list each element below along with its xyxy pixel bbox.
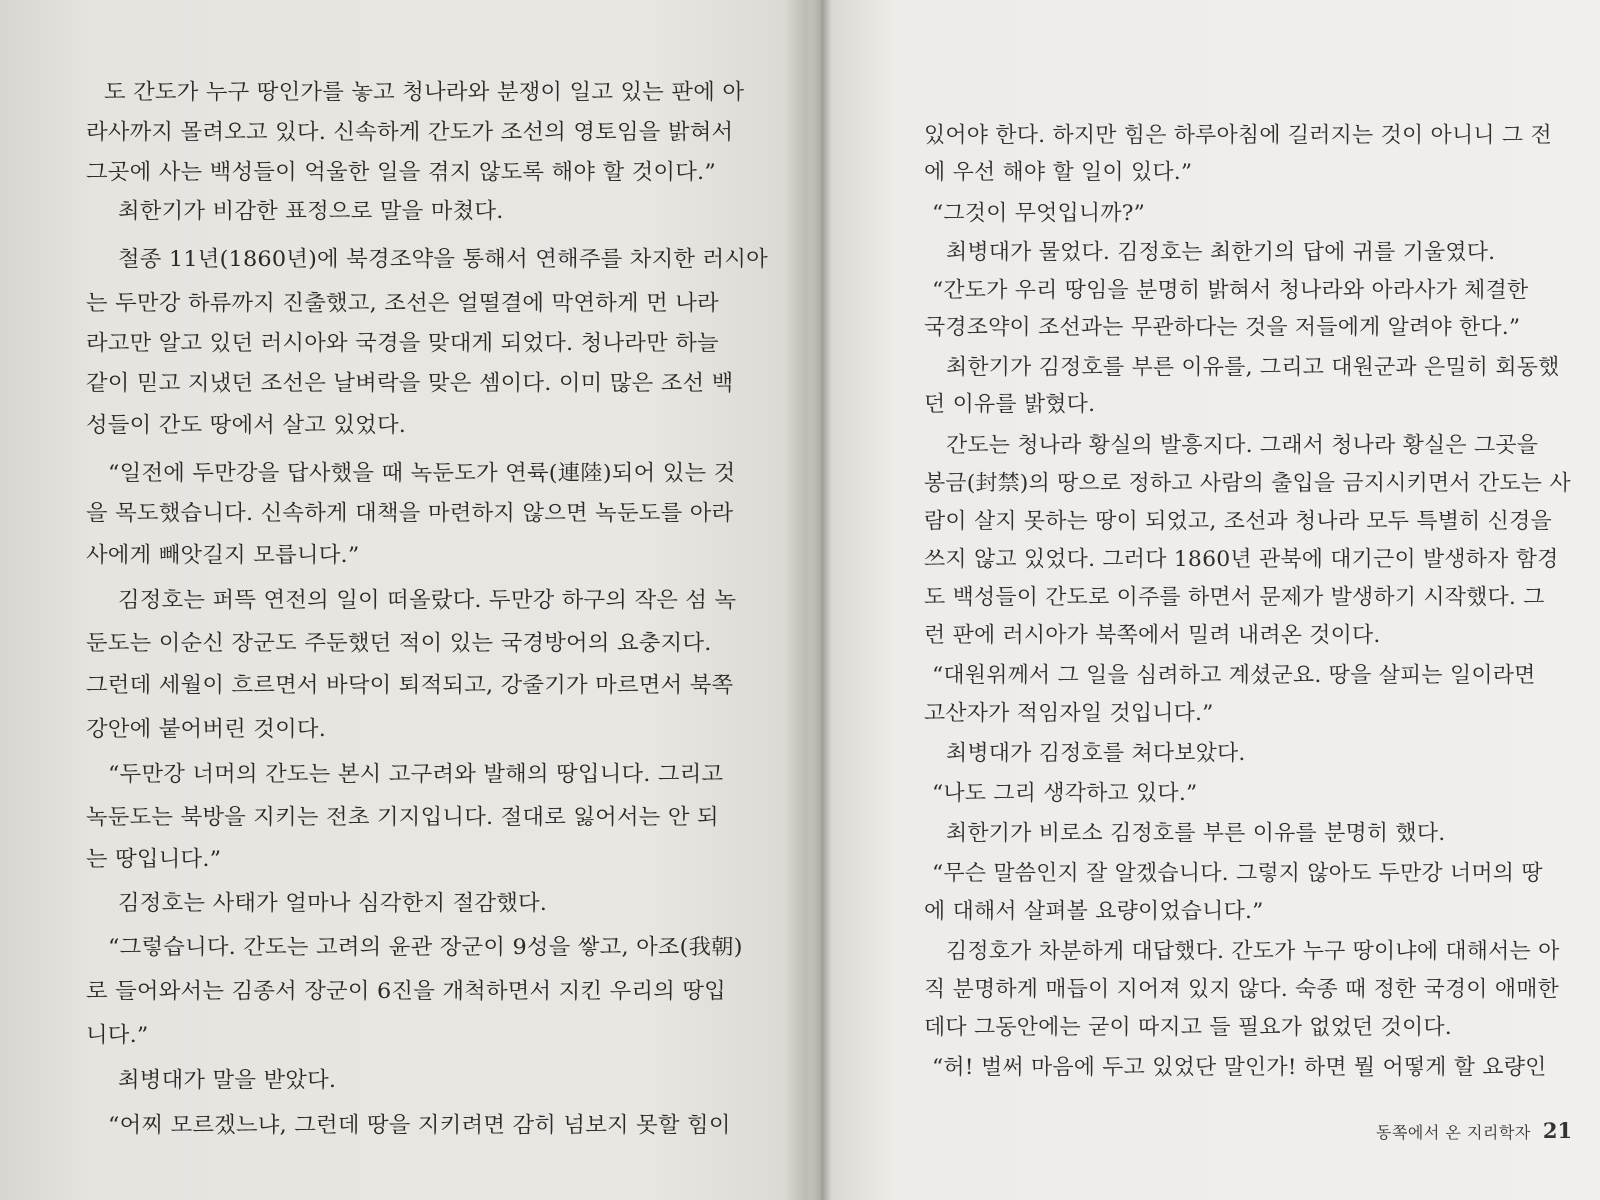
right-page <box>826 0 1600 1200</box>
left-line-13: 김정호는 퍼뜩 연전의 일이 떠올랐다. 두만강 하구의 작은 섬 녹 <box>118 588 737 613</box>
left-line-11: 을 목도했습니다. 신속하게 대책을 마련하지 않으면 녹둔도를 아라 <box>86 501 734 526</box>
left-line-22: 로 들어와서는 김종서 장군이 6진을 개척하면서 지킨 우리의 땅입 <box>86 979 726 1004</box>
right-line-16: 고산자가 적임자일 것입니다.” <box>924 701 1214 726</box>
left-line-10: “일전에 두만강을 답사했을 때 녹둔도가 연륙(連陸)되어 있는 것 <box>108 461 736 486</box>
right-line-22: 김정호가 차분하게 대답했다. 간도가 누구 땅이냐에 대해서는 아 <box>946 939 1560 964</box>
right-line-13: 도 백성들이 간도로 이주를 하면서 문제가 발생하기 시작했다. 그 <box>924 585 1545 610</box>
right-line-1: 있어야 한다. 하지만 힘은 하루아침에 길러지는 것이 아니니 그 전 <box>924 123 1552 148</box>
left-line-23: 니다.” <box>86 1023 149 1048</box>
left-line-2: 라사까지 몰려오고 있다. 신속하게 간도가 조선의 영토임을 밝혀서 <box>86 120 734 145</box>
left-line-1: 도 간도가 누구 땅인가를 놓고 청나라와 분쟁이 일고 있는 판에 아 <box>104 80 745 105</box>
right-line-12: 쓰지 않고 있었다. 그러다 1860년 관북에 대기근이 발생하자 함경 <box>924 547 1559 572</box>
right-line-15: “대원위께서 그 일을 심려하고 계셨군요. 땅을 살피는 일이라면 <box>932 663 1536 688</box>
right-line-3: “그것이 무엇입니까?” <box>932 201 1146 226</box>
left-line-24: 최병대가 말을 받았다. <box>118 1068 337 1093</box>
right-line-8: 던 이유를 밝혔다. <box>924 392 1096 417</box>
left-line-17: “두만강 너머의 간도는 본시 고구려와 발해의 땅입니다. 그리고 <box>108 762 724 787</box>
right-line-10: 봉금(封禁)의 땅으로 정하고 사람의 출입을 금지시키면서 간도는 사 <box>924 471 1571 496</box>
right-line-24: 데다 그동안에는 굳이 따지고 들 필요가 없었던 것이다. <box>924 1015 1452 1040</box>
left-line-18: 녹둔도는 북방을 지키는 전초 기지입니다. 절대로 잃어서는 안 되 <box>86 805 719 830</box>
right-line-4: 최병대가 물었다. 김정호는 최한기의 답에 귀를 기울였다. <box>946 240 1496 265</box>
left-line-6: 는 두만강 하류까지 진출했고, 조선은 얼떨결에 막연하게 먼 나라 <box>86 291 719 316</box>
left-line-3: 그곳에 사는 백성들이 억울한 일을 겪지 않도록 해야 할 것이다.” <box>86 160 716 185</box>
left-line-20: 김정호는 사태가 얼마나 심각한지 절감했다. <box>118 891 548 916</box>
right-line-17: 최병대가 김정호를 쳐다보았다. <box>946 741 1246 766</box>
right-line-18: “나도 그리 생각하고 있다.” <box>932 781 1198 806</box>
left-line-8: 같이 믿고 지냈던 조선은 날벼락을 맞은 셈이다. 이미 많은 조선 백 <box>86 371 734 396</box>
left-line-4: 최한기가 비감한 표정으로 말을 마쳤다. <box>118 199 504 224</box>
right-line-14: 런 판에 러시아가 북쪽에서 밀려 내려온 것이다. <box>924 623 1381 648</box>
left-line-14: 둔도는 이순신 장군도 주둔했던 적이 있는 국경방어의 요충지다. <box>86 631 712 656</box>
right-line-5: “간도가 우리 땅임을 분명히 밝혀서 청나라와 아라사가 체결한 <box>932 278 1529 303</box>
left-line-19: 는 땅입니다.” <box>86 847 222 872</box>
right-line-20: “무슨 말씀인지 잘 알겠습니다. 그렇지 않아도 두만강 너머의 땅 <box>932 861 1543 886</box>
right-line-23: 직 분명하게 매듭이 지어져 있지 않다. 숙종 때 정한 국경이 애매한 <box>924 977 1560 1002</box>
right-line-19: 최한기가 비로소 김정호를 부른 이유를 분명히 했다. <box>946 821 1446 846</box>
right-line-9: 간도는 청나라 황실의 발흥지다. 그래서 청나라 황실은 그곳을 <box>946 433 1539 458</box>
left-line-12: 사에게 빼앗길지 모릅니다.” <box>86 543 360 568</box>
page-number: 21 <box>1542 1118 1573 1143</box>
right-line-21: 에 대해서 살펴볼 요량이었습니다.” <box>924 899 1264 924</box>
left-line-15: 그런데 세월이 흐르면서 바닥이 퇴적되고, 강줄기가 마르면서 북쪽 <box>86 673 734 698</box>
right-line-11: 람이 살지 못하는 땅이 되었고, 조선과 청나라 모두 특별히 신경을 <box>924 509 1552 534</box>
running-title: 동쪽에서 온 지리학자 <box>1376 1123 1531 1142</box>
right-line-25: “허! 벌써 마음에 두고 있었단 말인가! 하면 뭘 어떻게 할 요량인 <box>932 1055 1547 1080</box>
right-line-6: 국경조약이 조선과는 무관하다는 것을 저들에게 알려야 한다.” <box>924 315 1521 340</box>
left-line-5: 철종 11년(1860년)에 북경조약을 통해서 연해주를 차지한 러시아 <box>118 247 768 272</box>
left-line-9: 성들이 간도 땅에서 살고 있었다. <box>86 413 407 438</box>
left-line-21: “그렇습니다. 간도는 고려의 윤관 장군이 9성을 쌓고, 아조(我朝) <box>108 935 743 960</box>
left-line-16: 강안에 붙어버린 것이다. <box>86 717 327 742</box>
right-line-7: 최한기가 김정호를 부른 이유를, 그리고 대원군과 은밀히 회동했 <box>946 355 1560 380</box>
left-line-25: “어찌 모르겠느냐, 그런데 땅을 지키려면 감히 넘보지 못할 힘이 <box>108 1113 731 1138</box>
left-line-7: 라고만 알고 있던 러시아와 국경을 맞대게 되었다. 청나라만 하늘 <box>86 331 719 356</box>
page-footer <box>1376 1118 1572 1143</box>
right-line-2: 에 우선 해야 할 일이 있다.” <box>924 160 1193 185</box>
